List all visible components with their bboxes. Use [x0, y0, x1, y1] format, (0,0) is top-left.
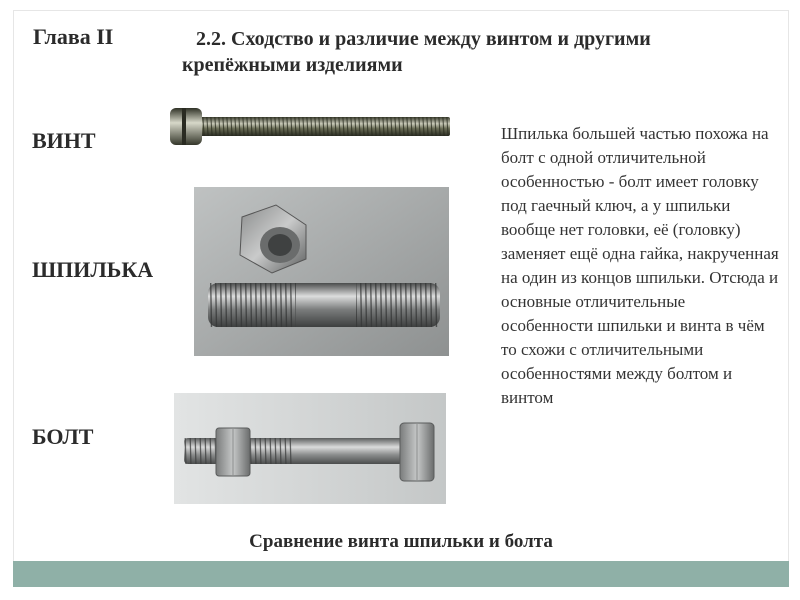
section-heading-line-1: 2.2. Сходство и различие между винтом и другими — [196, 28, 651, 50]
label-stud: ШПИЛЬКА — [32, 257, 154, 282]
label-bolt: БОЛТ — [32, 424, 94, 449]
stud-illustration — [194, 187, 449, 356]
chapter-title: Глава II — [33, 24, 114, 49]
bolt-image — [174, 393, 446, 504]
screw-image — [162, 104, 456, 149]
bolt-illustration — [174, 393, 446, 504]
description-text: Шпилька большей частью похожа на болт с одной отличительной особенностью - болт имеет головку под гаечный ключ, а у шпильки вообще нет головки, её (головку) заменяет ещё одна гайка, накрученная на один из концов шпильки. Отсюда и основные отличительные особенности шпильки и винта в чём то схожи с отличительными особенностями между болтом и винтом — [501, 124, 779, 407]
section-heading — [182, 26, 722, 78]
comparison-caption: Сравнение винта шпильки и болта — [249, 531, 553, 552]
section-heading-line-2: крепёжными изделиями — [182, 54, 403, 76]
slide — [13, 10, 789, 562]
label-screw: ВИНТ — [32, 128, 96, 153]
stud-image — [194, 187, 449, 356]
screw-illustration — [162, 104, 456, 149]
footer-bar — [13, 561, 789, 587]
